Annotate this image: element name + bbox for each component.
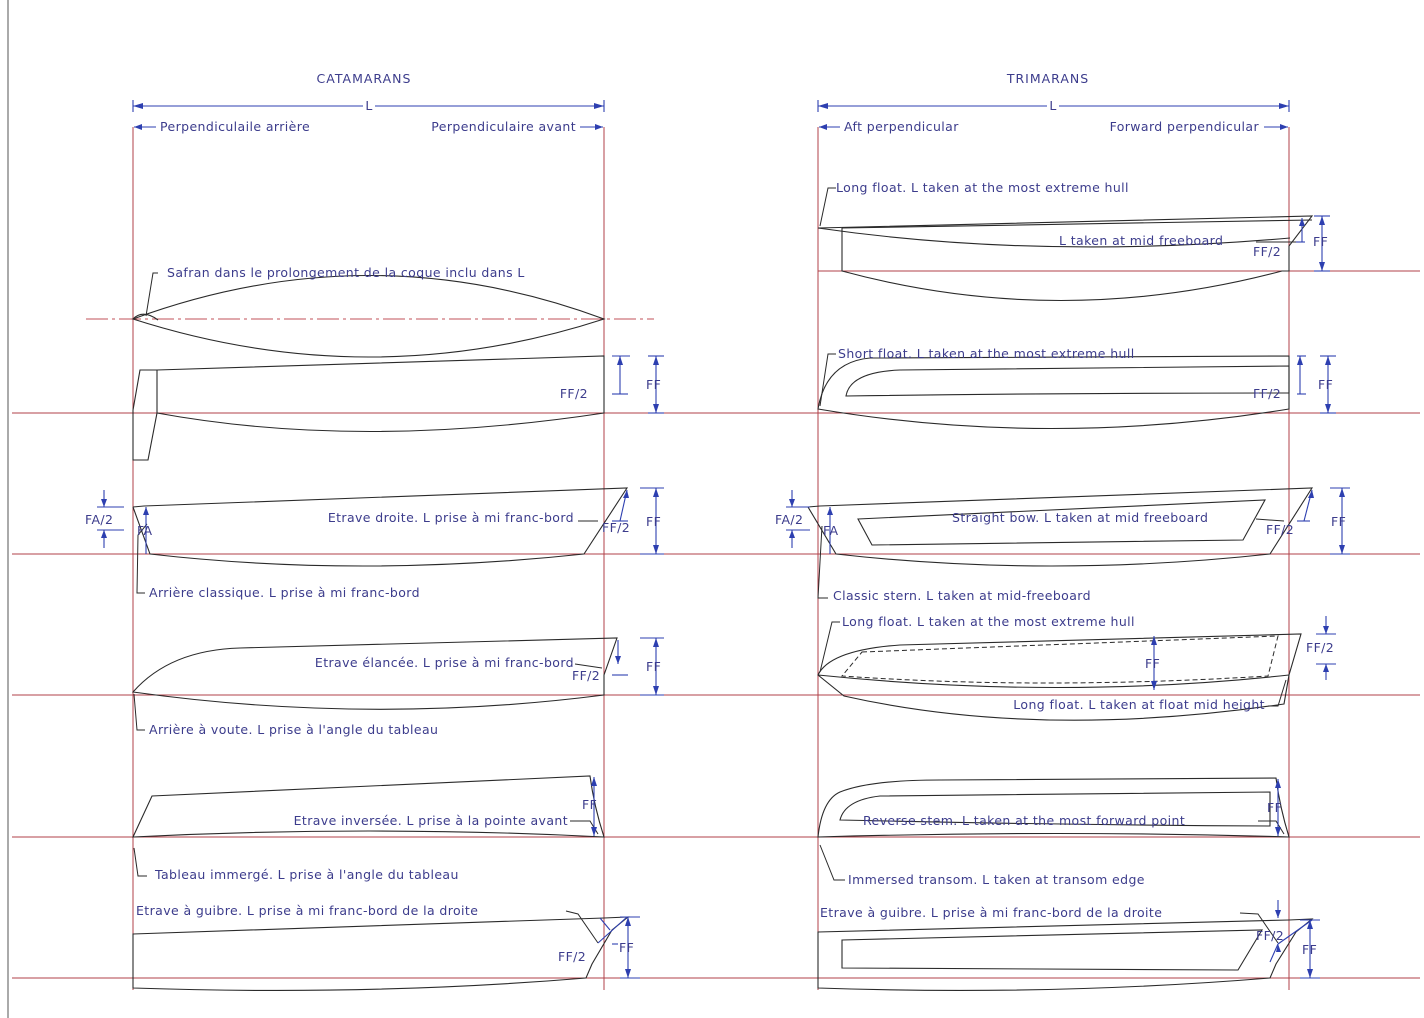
tri-immersed-transom-note: Immersed transom. L taken at transom edge [848,872,1145,887]
ff-half-label: FF/2 [602,520,631,535]
ff-half-label: FF/2 [1253,386,1282,401]
cat-hull-plan-view [133,273,604,357]
cat-aft-perpendicular-label: Perpendiculaile arrière [160,119,311,134]
tri-float-mid-height-note: Long float. L taken at float mid height [1013,697,1265,712]
cat-straight-bow-note: Etrave droite. L prise à mi franc-bord [327,510,574,525]
ff-label: FF [646,659,662,674]
tri-classic-stern-note: Classic stern. L taken at mid-freeboard [833,588,1091,603]
cat-hull-straight-bow [133,488,627,593]
ff-label: FF [1313,234,1329,249]
tri-hull-short-float [818,354,1289,429]
tri-aft-perpendicular-label: Aft perpendicular [844,119,959,134]
ff-half-label: FF/2 [1256,928,1285,943]
cat-immersed-transom-note: Tableau immergé. L prise à l'angle du tableau [155,867,459,882]
cat-clipper-bow-note: Etrave à guibre. L prise à mi franc-bord de la droite [136,903,479,918]
ff-label: FF [646,377,662,392]
fa-label: FA [823,523,839,538]
ff-label: FF [646,514,662,529]
tri-reverse-stem-note: Reverse stem. L taken at the most forward point [863,813,1186,828]
ff-label: FF [582,797,598,812]
cat-counter-stern-note: Arrière à voute. L prise à l'angle du tableau [149,722,439,737]
tri-straight-bow-note: Straight bow. L taken at mid freeboard [952,510,1209,525]
cat-raked-bow-note: Etrave élancée. L prise à mi franc-bord [314,655,574,670]
tri-mid-freeboard-note: L taken at mid freeboard [1059,233,1224,248]
ff-half-label: FF/2 [1306,640,1335,655]
tri-hull-clipper-bow [818,913,1312,990]
catamarans-title: CATAMARANS [316,71,412,86]
cat-hull-clipper-bow [133,911,628,990]
cat-reverse-bow-note: Etrave inversée. L prise à la pointe avant [293,813,568,828]
tri-hull-reverse-stem [818,778,1289,880]
tri-long-float-note: Long float. L taken at the most extreme hull [836,180,1129,195]
ff-label: FF [619,940,635,955]
cat-hull-raked-bow [133,638,617,730]
cat-forward-perpendicular-label: Perpendiculaire avant [431,119,576,134]
cat-rudder-note: Safran dans le prolongement de la coque inclu dans L [167,265,525,280]
ff-label: FF [1267,800,1283,815]
tri-clipper-bow-note: Etrave à guibre. L prise à mi franc-bord de la droite [820,905,1163,920]
fa-half-label: FA/2 [775,512,804,527]
tri-short-float-note: Short float. L taken at the most extreme hull [838,346,1135,361]
cat-hull-profile-rudder [133,356,604,460]
fa-half-label: FA/2 [85,512,114,527]
ff-label: FF [1318,377,1334,392]
ff-half-label: FF/2 [558,949,587,964]
tri-forward-perpendicular-label: Forward perpendicular [1109,119,1259,134]
ff-half-label: FF/2 [559,386,588,401]
ff-half-label: FF/2 [1266,522,1295,537]
tri-length-symbol: L [1049,98,1057,113]
ff-label: FF [1145,656,1161,671]
cat-classic-stern-note: Arrière classique. L prise à mi franc-bord [149,585,420,600]
cat-length-symbol: L [365,98,373,113]
trimarans-title: TRIMARANS [1006,71,1090,86]
ff-label: FF [1302,942,1318,957]
fa-label: FA [137,523,153,538]
perpendicular-lines [133,127,1289,990]
tri-hull-straight-bow [808,488,1312,598]
tri-long-float-note-2: Long float. L taken at the most extreme hull [842,614,1135,629]
ff-half-label: FF/2 [572,668,601,683]
ff-label: FF [1331,514,1347,529]
ff-half-label: FF/2 [1253,244,1282,259]
